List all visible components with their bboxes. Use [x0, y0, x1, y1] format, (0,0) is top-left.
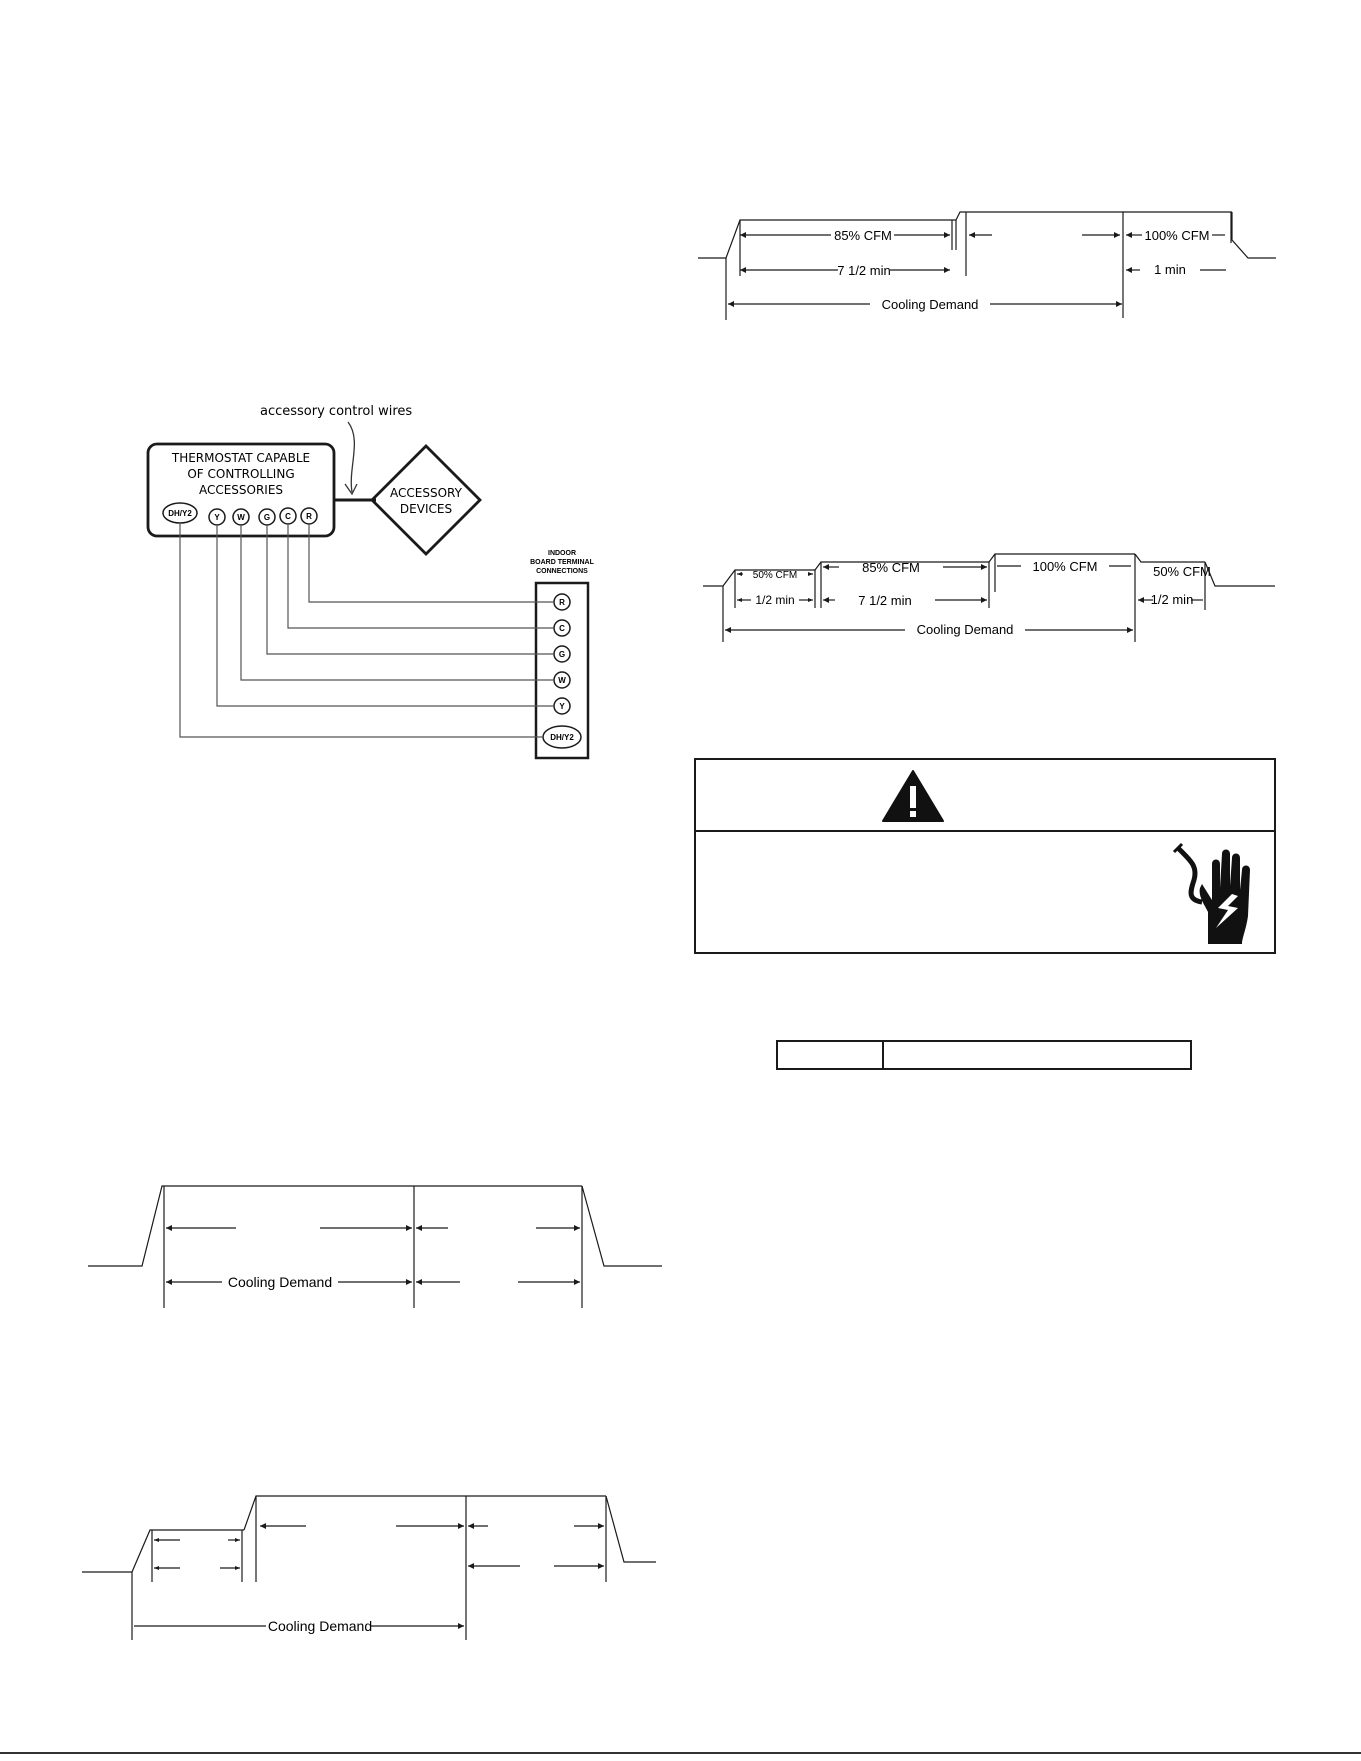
- mr-label-100cfm: 100% CFM: [1032, 559, 1098, 574]
- mr-label-half-min-a: 1/2 min: [755, 593, 795, 607]
- mr-label-50cfm-a: 50% CFM: [752, 570, 798, 581]
- timing-diagram-lower-left: [80, 1180, 670, 1320]
- tr-label-7-5min: 7 1/2 min: [837, 263, 891, 278]
- tr-label-100cfm: 100% CFM: [1144, 228, 1210, 243]
- tstat-terminal-y-label: Y: [214, 513, 220, 522]
- electric-shock-hand-icon: [1168, 840, 1256, 948]
- table-cell-1: [778, 1042, 884, 1068]
- board-terminal-g-label: G: [558, 650, 566, 659]
- indoor-board-label-line1: INDOOR: [548, 550, 576, 557]
- warning-header: [696, 760, 1274, 832]
- mr-label-7-5min: 7 1/2 min: [858, 593, 912, 608]
- accessory-label-line2: DEVICES: [399, 502, 453, 516]
- mr-label-50cfm-b: 50% CFM: [1153, 564, 1211, 579]
- accessory-label-line1: ACCESSORY: [390, 486, 462, 500]
- footer-rule: [0, 1752, 1361, 1754]
- bl-label-cooling-demand: Cooling Demand: [267, 1618, 373, 1634]
- accessory-wires-annotation: accessory control wires: [260, 404, 413, 419]
- mr-label-cooling-demand: Cooling Demand: [916, 622, 1014, 637]
- board-terminal-w-label: W: [558, 676, 566, 685]
- tstat-terminal-r-label: R: [306, 512, 312, 521]
- indoor-board-label-line2: BOARD TERMINAL: [530, 559, 594, 566]
- thermostat-label-line3: ACCESSORIES: [198, 483, 284, 497]
- thermostat-label-line2: OF CONTROLLING: [187, 467, 295, 481]
- accessory-diamond: [372, 446, 480, 554]
- warning-box: [694, 758, 1276, 954]
- tr-label-cooling-demand: Cooling Demand: [881, 297, 979, 312]
- mr-label-half-min-b: 1/2 min: [1150, 592, 1194, 607]
- board-terminal-dhy2-label: DH/Y2: [550, 733, 574, 742]
- board-terminal-c-label: C: [559, 624, 565, 633]
- tstat-terminal-w-label: W: [237, 513, 245, 522]
- wires: [180, 523, 554, 737]
- empty-table: [776, 1040, 1192, 1070]
- timing-diagram-bottom-left: [80, 1490, 670, 1650]
- tstat-terminal-g-label: G: [263, 513, 271, 522]
- tr-label-85cfm: 85% CFM: [834, 228, 892, 243]
- tstat-terminal-dhy2-label: DH/Y2: [168, 509, 192, 518]
- board-terminal-r-label: R: [559, 598, 565, 607]
- timing-diagram-mid-right: [695, 530, 1285, 650]
- wiring-diagram: [140, 400, 620, 770]
- ll-label-cooling-demand: Cooling Demand: [227, 1274, 333, 1290]
- thermostat-label-line1: THERMOSTAT CAPABLE: [171, 451, 311, 465]
- board-terminal-y-label: Y: [559, 702, 565, 711]
- annotation-arrow: [348, 422, 354, 492]
- tstat-terminal-c-label: C: [285, 512, 291, 521]
- tr-label-1min: 1 min: [1154, 262, 1186, 277]
- mr-label-85cfm: 85% CFM: [862, 560, 920, 575]
- timing-diagram-top-right: [690, 200, 1290, 330]
- warning-triangle-icon: [880, 768, 946, 824]
- table-cell-2: [884, 1042, 1190, 1068]
- indoor-board-label-line3: CONNECTIONS: [536, 568, 588, 575]
